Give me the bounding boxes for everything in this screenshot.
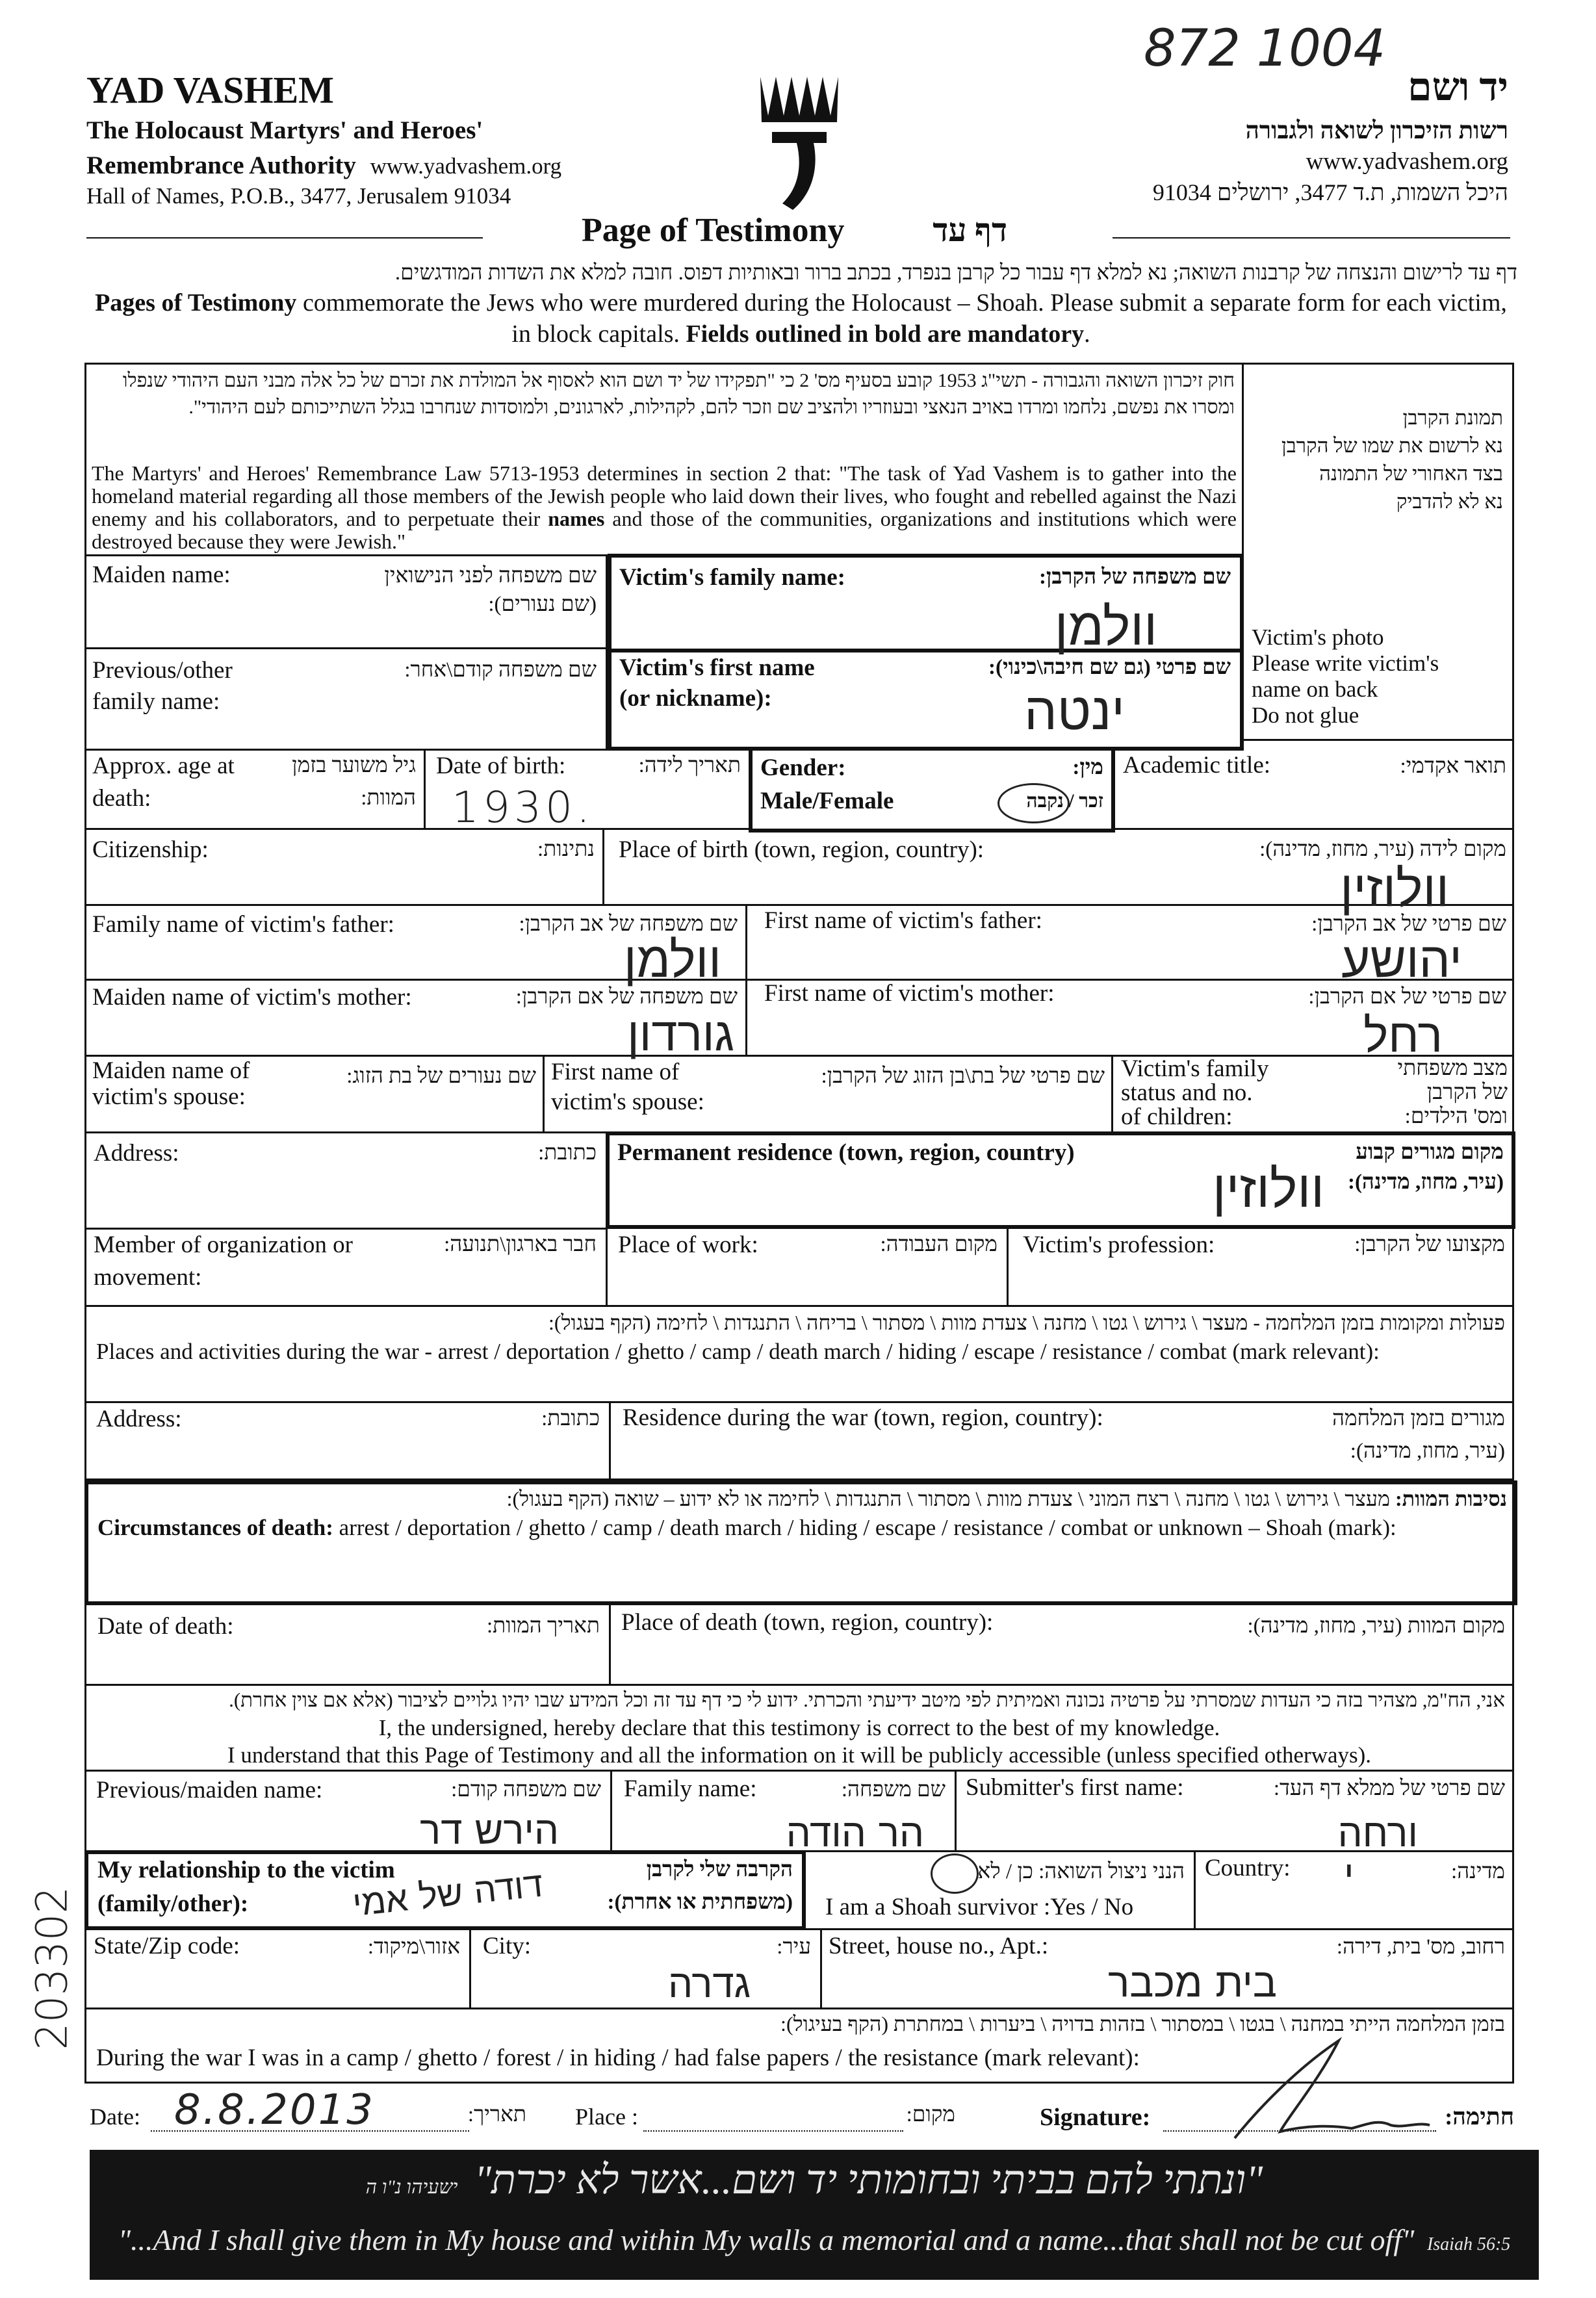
pod-label-en: Place of death (town, region, country):: [621, 1609, 994, 1636]
quote-en: "...And I shall give them in My house and within My walls a memorial and a name...that shall not be cut off": [118, 2223, 1415, 2256]
spouse-first-label-en2: victim's spouse:: [551, 1089, 704, 1115]
death-circ-en-bold: Circumstances of death:: [97, 1515, 333, 1540]
member-label-en: Member of organization or: [94, 1232, 353, 1258]
war-activities-label-en: Places and activities during the war - arrest / deportation / ghetto / camp / death march / hiding / escape / resistance / combat (mark relevant):: [96, 1339, 1380, 1364]
maiden-name-label-en: Maiden name:: [92, 562, 231, 588]
survivor-no-circle: [931, 1853, 979, 1894]
law-en-bold: names: [548, 507, 605, 530]
family-status-label-he: מצב משפחתי: [1397, 1057, 1508, 1080]
quote-en-line: [90, 2223, 1539, 2257]
org-name-he: יד ושם: [1408, 66, 1508, 109]
death-circ-he: [97, 1484, 1507, 1514]
organization-member-field[interactable]: [84, 1229, 608, 1307]
maiden-name-field[interactable]: [84, 556, 608, 649]
age-label-he: גיל משוער בזמן: [292, 754, 416, 777]
father-first-name-field[interactable]: [747, 906, 1514, 988]
perm-res-label-en: Permanent residence (town, region, country): [617, 1139, 1075, 1166]
org-line3-en: [86, 151, 561, 180]
country-field[interactable]: [1196, 1852, 1514, 1930]
war-address-label-en: Address:: [96, 1406, 182, 1432]
photo-he-1: תמונת הקרבן: [1402, 406, 1503, 429]
mother-first-label-en: First name of victim's mother:: [764, 980, 1055, 1007]
intro-en-end: .: [1084, 320, 1090, 348]
family-status-label-en2: status and no.: [1121, 1079, 1253, 1106]
dod-label-he: תאריך המוות:: [487, 1614, 600, 1638]
page-title-en: Page of Testimony: [582, 212, 845, 249]
submitter-first-value: ורחה: [1337, 1811, 1418, 1856]
father-first-label-he: שם פרטי של אב הקרבן:: [1311, 912, 1506, 936]
dob-label-he: תאריך לידה:: [638, 754, 741, 777]
relationship-label-en: My relationship to the victim: [97, 1857, 395, 1883]
first-name-label-en2: (or nickname):: [619, 685, 772, 712]
death-circ-he-text: מעצר \ גירוש \ גטו \ מחנה \ רצח המוני \ צעדת מוות \ מסתור \ התנגדות \ לחימה או לא ידוע – שואה (הקף בעגול):: [506, 1487, 1395, 1510]
gender-label-en: Gender:: [760, 755, 846, 781]
submitter-first-name-field[interactable]: [957, 1772, 1514, 1856]
academic-label-en: Academic title:: [1123, 752, 1271, 779]
quote-he: "ונתתי להם בביתי ובחומותי יד ושם...אשר לא יכרת": [474, 2158, 1263, 2202]
prev-name-label-he: שם משפחה קודם\אחר:: [404, 658, 597, 682]
death-circ-he-bold: נסיבות המוות:: [1395, 1487, 1507, 1510]
mother-maiden-value: גורדון: [627, 1007, 734, 1061]
dod-label-en: Date of death:: [97, 1613, 234, 1640]
submitter-prev-label-he: שם משפחה קודם:: [451, 1778, 601, 1801]
perm-res-value: וולוזין: [1212, 1159, 1324, 1219]
gender-label-en2: Male/Female: [760, 788, 894, 814]
mother-maiden-label-en: Maiden name of victim's mother:: [92, 984, 412, 1011]
date-value: 8.8.2013: [174, 2086, 375, 2134]
gender-female-circle: [997, 783, 1070, 823]
father-fam-value: וולמן: [623, 931, 721, 988]
victim-family-name-field[interactable]: [608, 554, 1244, 657]
war-address-label-he: כתובת:: [541, 1407, 600, 1430]
first-name-label-he: שם פרטי (גם שם חיבה\כינוי):: [988, 656, 1231, 679]
mother-maiden-label-he: שם משפחה של אם הקרבן:: [515, 985, 738, 1009]
address-he: היכל השמות, ת.ד 3477, ירושלים 91034: [1152, 179, 1508, 205]
country-label-en: Country:: [1205, 1855, 1291, 1881]
war-residence-label-he: מגורים בזמן המלחמה: [1332, 1407, 1505, 1430]
citizenship-label-he: נתינות:: [537, 838, 595, 861]
street-label-he: רחוב, מס' בית, דירה:: [1336, 1935, 1505, 1959]
intro-en-bold2: Fields outlined in bold are mandatory: [686, 320, 1085, 348]
intro-en: [84, 287, 1517, 350]
first-name-label-en: Victim's first name: [619, 654, 815, 681]
place-label-he: מקום:: [906, 2103, 955, 2126]
photo-he-3: בצד האחורי של התמונה: [1319, 462, 1503, 485]
spouse-first-label-he: שם פרטי של בת\בן הזוג של הקרבן:: [821, 1065, 1105, 1088]
city-label-he: עיר:: [777, 1935, 811, 1959]
age-label-en2: death:: [92, 785, 151, 812]
during-war-label-he: בזמן המלחמה הייתי במחנה \ בגטו \ במסתור \ בזהות בדויה \ ביערות \ במחתרת (הקף בעיגול):: [780, 2012, 1505, 2035]
circumstances-of-death-field[interactable]: [84, 1480, 1517, 1605]
father-family-name-field[interactable]: [84, 906, 747, 988]
website-he: www.yadvashem.org: [1306, 148, 1508, 175]
signature-scribble-icon: [1222, 2028, 1436, 2145]
war-residence-field[interactable]: [611, 1403, 1514, 1482]
law-en-part2: and those of the communities, organizations and institutions which were destroyed because they were Jewish.": [92, 507, 1237, 553]
city-label-en: City:: [483, 1933, 532, 1959]
intro-en-bold: Pages of Testimony: [95, 289, 297, 316]
photo-en-1: Victim's photo: [1252, 625, 1384, 650]
law-en-part1: The Martyrs' and Heroes' Remembrance Law 5713-1953 determines in section 2 that: "The task of Yad Vashem is to gather into the homeland material regarding all those members of the Jewish people who laid down their lives, who fought and rebelled against the Nazi enemy and his collaborators, and to perpetuate their: [92, 461, 1237, 530]
photo-en-2: Please write victim's: [1252, 651, 1439, 676]
age-label-en: Approx. age at: [92, 753, 235, 779]
org-line2-he: רשות הזיכרון לשואה ולגבורה: [1245, 118, 1508, 144]
state-label-en: State/Zip code:: [94, 1933, 240, 1959]
academic-label-he: תואר אקדמי:: [1400, 755, 1506, 778]
street-label-en: Street, house no., Apt.:: [829, 1933, 1049, 1959]
quote-he-source: ישעיהו נ"ו ה: [365, 2176, 458, 2198]
member-label-en2: movement:: [94, 1264, 202, 1291]
prev-name-label-en2: family name:: [92, 688, 220, 715]
spouse-maiden-label-en2: victim's spouse:: [92, 1083, 246, 1110]
family-status-label-he3: ומס' הילדים:: [1404, 1105, 1508, 1128]
spouse-first-name-field[interactable]: [545, 1057, 1113, 1133]
photo-he-2: נא לרשום את שמו של הקרבן: [1281, 434, 1503, 457]
citizenship-label-en: Citizenship:: [92, 836, 209, 863]
address-en: Hall of Names, P.O.B., 3477, Jerusalem 91034: [86, 183, 511, 209]
profession-label-en: Victim's profession:: [1023, 1232, 1215, 1258]
dob-label-en: Date of birth:: [436, 753, 566, 779]
top-handwritten-number: 872 1004: [1144, 19, 1386, 78]
death-circ-en: [97, 1513, 1396, 1542]
age-at-death-field[interactable]: [84, 749, 426, 830]
member-label-he: חבר בארגון\תנועה:: [444, 1233, 597, 1256]
father-fam-label-he: שם משפחה של אב הקרבן:: [519, 912, 738, 936]
law-box: [84, 363, 1244, 556]
signature-label-he: חתימה:: [1445, 2104, 1514, 2130]
survivor-label-en: I am a Shoah survivor :Yes / No: [825, 1894, 1134, 1920]
permanent-residence-field[interactable]: [606, 1131, 1515, 1229]
photo-instructions-he: [1281, 404, 1503, 515]
academic-title-field[interactable]: [1115, 751, 1514, 830]
perm-res-label-he: מקום מגורים קבוע: [1356, 1141, 1504, 1164]
work-label-en: Place of work:: [618, 1232, 758, 1258]
spouse-maiden-name-field[interactable]: [84, 1057, 545, 1133]
previous-name-field[interactable]: [84, 649, 608, 751]
place-of-work-field[interactable]: [608, 1229, 1009, 1307]
spouse-maiden-label-en: Maiden name of: [92, 1057, 250, 1084]
submitter-fam-label-he: שם משפחה:: [841, 1778, 946, 1801]
declaration-he: אני, הח"מ, מצהיר בזה כי העדות שמסרתי על פרטיה נכונה ואמיתית לפי מיטב ידיעתי והכרתי. ידוע לי כי דף עד זה וכל המידע שבו יהיו גלויים לציבור (אלא אם צוין אחרת).: [229, 1688, 1505, 1711]
mother-maiden-name-field[interactable]: [84, 981, 747, 1061]
city-value: גדרה: [668, 1961, 751, 2007]
mother-first-label-he: שם פרטי של אם הקרבן:: [1308, 985, 1506, 1009]
photo-he-4: נא לא להדביק: [1396, 490, 1503, 513]
first-name-value: ינטה: [1024, 681, 1125, 742]
date-of-death-field[interactable]: [84, 1605, 611, 1686]
photo-en-3: name on back: [1252, 677, 1378, 702]
quote-en-source: Isaiah 56:5: [1426, 2234, 1511, 2254]
quote-he-line: [90, 2158, 1539, 2204]
war-address-field[interactable]: [84, 1403, 611, 1482]
maiden-name-label-he: שם משפחה לפני הנישואין: [384, 564, 597, 587]
address-label-en: Address:: [94, 1140, 179, 1167]
family-status-label-en3: of children:: [1121, 1104, 1233, 1130]
relationship-label-en2: (family/other):: [97, 1891, 249, 1917]
submitter-previous-name-field[interactable]: [84, 1772, 612, 1852]
submitter-fam-label-en: Family name:: [624, 1775, 757, 1802]
war-residence-label-he2: (עיר, מחוז, מדינה):: [1350, 1439, 1505, 1463]
date-label-en: Date:: [90, 2104, 140, 2130]
work-label-he: מקום העבודה:: [880, 1233, 997, 1256]
org-line3-text: Remembrance Authority: [86, 151, 356, 179]
relationship-value: דודה של אמי: [350, 1863, 545, 1924]
gender-field[interactable]: [749, 747, 1115, 833]
submitter-family-name-field[interactable]: [612, 1772, 957, 1856]
country-label-he: מדינה:: [1451, 1860, 1505, 1883]
relationship-to-victim-field[interactable]: [84, 1850, 806, 1930]
shoah-survivor-field[interactable]: [806, 1852, 1196, 1930]
age-label-he2: המוות:: [361, 786, 416, 810]
perm-res-label-he2: (עיר, מחוז, מדינה):: [1347, 1170, 1504, 1194]
declaration-en2: I understand that this Page of Testimony and all the information on it will be publicly accessible (unless specified otherways).: [227, 1742, 1372, 1768]
profession-field[interactable]: [1009, 1229, 1514, 1307]
side-handwritten-number: 203302: [27, 1886, 77, 2050]
submitter-first-label-en: Submitter's first name:: [966, 1774, 1184, 1801]
war-activities-field[interactable]: [84, 1307, 1514, 1403]
survivor-label-he: הנני ניצול השואה: כן / לא: [977, 1860, 1185, 1883]
father-first-label-en: First name of victim's father:: [764, 907, 1042, 934]
website-en: www.yadvashem.org: [370, 153, 562, 179]
spouse-maiden-label-he: שם נעורים של בת הזוג:: [346, 1065, 536, 1088]
war-residence-label-en: Residence during the war (town, region, country):: [623, 1404, 1103, 1431]
death-circ-en-text: arrest / deportation / ghetto / camp / death march / hiding / escape / resistance / combat or unknown – Shoah (mark):: [333, 1515, 1396, 1540]
maiden-name-label-he2: (שם נעורים):: [488, 593, 597, 616]
declaration: [84, 1686, 1514, 1772]
submitter-first-label-he: שם פרטי של ממלא דף העד:: [1273, 1777, 1505, 1800]
street-address-field[interactable]: [822, 1930, 1514, 2009]
dob-value: 1930.: [452, 782, 594, 833]
citizenship-field[interactable]: [84, 830, 604, 906]
father-first-value: יהושע: [1341, 931, 1462, 988]
family-status-field[interactable]: [1113, 1057, 1514, 1133]
family-name-label-he: שם משפחה של הקרבן:: [1038, 565, 1231, 589]
prev-name-label-en: Previous/other: [92, 657, 233, 684]
state-label-he: אזור\מיקוד:: [367, 1935, 460, 1959]
relationship-label-he2: (משפחתית או אחרת):: [607, 1891, 793, 1914]
gender-options-he: זכר / נקבה: [1026, 790, 1103, 812]
family-name-value: וולמן: [1054, 597, 1157, 657]
spouse-first-label-en: First name of: [551, 1059, 680, 1085]
street-value: בית מכבר: [1108, 1959, 1277, 2006]
mother-first-value: רחל: [1363, 1008, 1443, 1063]
place-line: [643, 2130, 903, 2132]
photo-en-4: Do not glue: [1252, 703, 1359, 728]
gender-label-he: מין:: [1072, 756, 1103, 779]
declaration-en1: I, the undersigned, hereby declare that this testimony is correct to the best of my knowledge.: [378, 1715, 1220, 1740]
pob-value: וולוזין: [1340, 860, 1449, 918]
pod-label-he: מקום המוות (עיר, מחוז, מדינה):: [1247, 1614, 1505, 1638]
law-text-en: [92, 462, 1237, 553]
signature-label-en: Signature:: [1040, 2104, 1151, 2131]
place-label-en: Place :: [575, 2104, 638, 2130]
family-name-label-en: Victim's family name:: [619, 564, 845, 591]
family-status-label-en: Victim's family: [1121, 1055, 1269, 1082]
family-status-label-he2: של הקרבן: [1426, 1081, 1508, 1104]
page-title-he: דף עד: [933, 212, 1007, 248]
org-name-en: YAD VASHEM: [86, 69, 334, 111]
submitter-prev-label-en: Previous/maiden name:: [96, 1777, 323, 1803]
law-text-he: חוק זיכרון השואה והגבורה - תשי"ג 1953 קובע בסעיף מס' 2 כי "תפקידו של יד ושם הוא לאסוף אל המולדת את זכרם של כל אלה מבני העם היהודי שנפלו ומסרו את נפשם, נלחמו ומרדו באויב הנאצי ובעוזריו ולהציב שם וזכר להם, לקהילות, לארגונים, ולמוסדות שנחרבו בגלל השתייכותם לעם היהודי".: [122, 370, 1235, 418]
place-of-death-field[interactable]: [611, 1605, 1514, 1686]
pob-label-en: Place of birth (town, region, country):: [619, 836, 985, 863]
submitter-fam-value: הר הודה: [786, 1811, 924, 1856]
state-zip-field[interactable]: [84, 1930, 471, 2009]
org-line2-en: The Holocaust Martyrs' and Heroes': [86, 116, 483, 144]
mother-first-name-field[interactable]: [747, 980, 1514, 1063]
header-rule-left: [86, 237, 483, 239]
victim-first-name-field[interactable]: [608, 650, 1244, 751]
city-field[interactable]: [471, 1930, 822, 2009]
during-war-label-en: During the war I was in a camp / ghetto / forest / in hiding / had false papers / the resistance (mark relevant):: [96, 2045, 1140, 2071]
quote-banner: [90, 2150, 1539, 2280]
war-activities-label-he: פעולות ומקומות בזמן המלחמה - מעצר \ גירוש \ גטו \ מחנה \ צעדת מוות \ מסתור \ בריחה \ התנגדות \ לחימה (הקף בעגול):: [548, 1311, 1505, 1334]
pob-label-he: מקום לידה (עיר, מחוז, מדינה):: [1259, 838, 1506, 861]
intro-en-rest: commemorate the Jews who were murdered during the Holocaust – Shoah. Please submit a separate form for each victim, in block capitals.: [296, 289, 1507, 348]
father-fam-label-en: Family name of victim's father:: [92, 911, 394, 938]
place-of-birth-field[interactable]: [604, 830, 1514, 918]
date-of-birth-field[interactable]: [426, 749, 751, 833]
date-label-he: תאריך:: [467, 2103, 526, 2126]
country-value: י: [1344, 1852, 1354, 1898]
yad-vashem-logo-icon: [754, 70, 845, 213]
header-rule-right: [1113, 237, 1510, 239]
address-label-he: כתובת:: [538, 1141, 597, 1165]
intro-he: דף עד לרישום והנצחה של קרבנות השואה; נא למלא דף עבור כל קרבן בנפרד, בכתב ברור ובאותיות דפוס. חובה למלא את השדות המודגשים.: [394, 261, 1517, 285]
profession-label-he: מקצועו של הקרבן:: [1354, 1233, 1505, 1256]
submitter-prev-value: הירש דר: [420, 1808, 559, 1853]
address-field[interactable]: [84, 1133, 608, 1230]
relationship-label-he: הקרבה שלי לקרבן: [646, 1858, 793, 1881]
